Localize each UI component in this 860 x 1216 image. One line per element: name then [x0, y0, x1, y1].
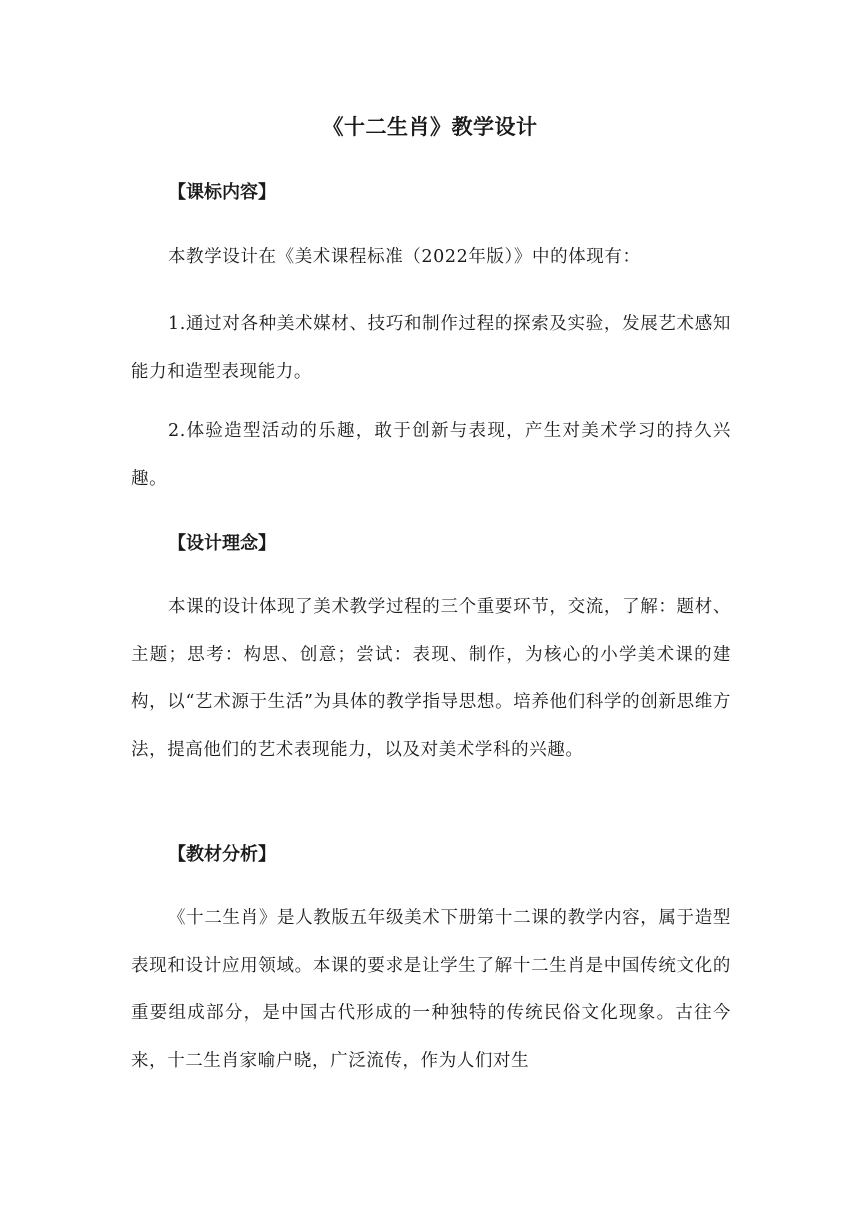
paragraph-curriculum-point-2: 2.体验造型活动的乐趣，敢于创新与表现，产生对美术学习的持久兴趣。	[131, 421, 731, 489]
section-heading-design-concept: 【设计理念】	[168, 533, 276, 554]
section-heading-curriculum: 【课标内容】	[168, 182, 276, 203]
document-title: 《十二生肖》教学设计	[322, 115, 538, 139]
paragraph-design-concept: 本课的设计体现了美术教学过程的三个重要环节，交流，了解：题材、主题；思考：构思、创意；尝试：表现、制作，为核心的小学美术课的建构，以“艺术源于生活”为具体的教学指导思想。培养他们科学的创新思维方法，提高他们的艺术表现能力，以及对美术学科的兴趣。	[131, 597, 731, 760]
section-heading-textbook-analysis: 【教材分析】	[168, 844, 276, 865]
paragraph-textbook-analysis: 《十二生肖》是人教版五年级美术下册第十二课的教学内容，属于造型表现和设计应用领域。本课的要求是让学生了解十二生肖是中国传统文化的重要组成部分，是中国古代形成的一种独特的传统民俗文化现象。古往今来，十二生肖家喻户晓，广泛流传，作为人们对生	[131, 908, 731, 1071]
paragraph-curriculum-point-1: 1.通过对各种美术媒材、技巧和制作过程的探索及实验，发展艺术感知能力和造型表现能力。	[131, 314, 731, 382]
paragraph-curriculum-intro: 本教学设计在《美术课程标准（2022年版）》中的体现有：	[168, 247, 641, 267]
